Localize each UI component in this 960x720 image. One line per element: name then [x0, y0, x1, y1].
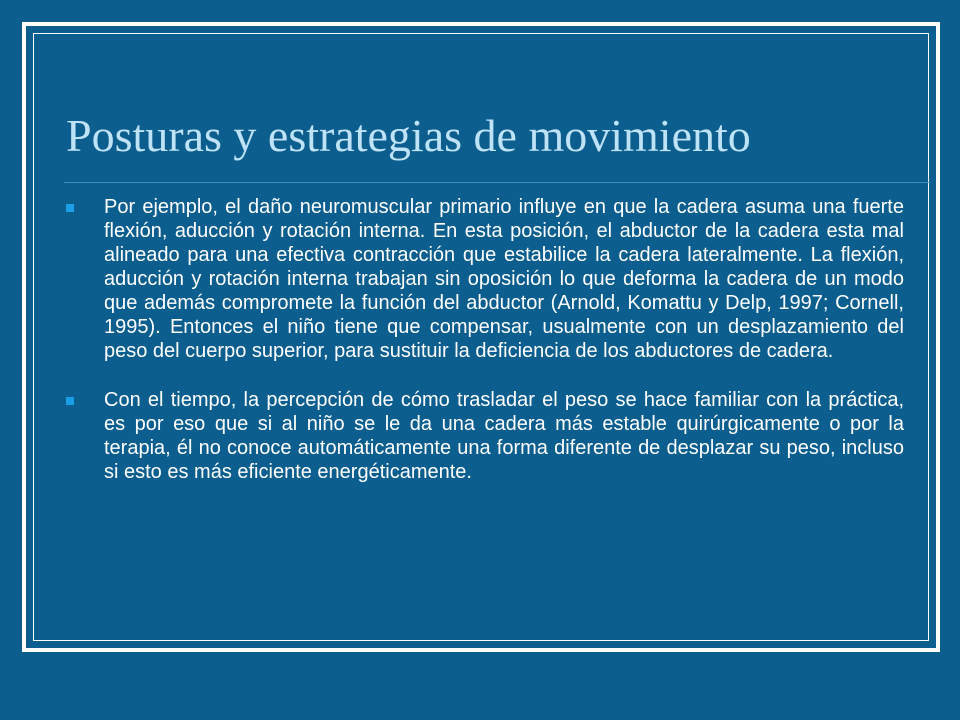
bullet-item-2: [64, 388, 904, 484]
slide-title: Posturas y estrategias de movimiento: [66, 110, 751, 161]
bullet-list: [64, 195, 904, 509]
bullet-text-1: Por ejemplo, el daño neuromuscular primario influye en que la cadera asuma una fuerte flexión, aducción y rotación interna. En esta posición, el abductor de la cadera esta mal alineado para una efectiva contracción que estabilice la cadera lateralmente. La flexión, aducción y rotación interna trabajan sin oposición lo que deforma la cadera de un modo que además compromete la función del abductor (Arnold, Komattu y Delp, 1997; Cornell, 1995). Entonces el niño tiene que compensar, usualmente con un desplazamiento del peso del cuerpo superior, para sustituir la deficiencia de los abductores de cadera.: [104, 196, 904, 362]
bullet-text-2: Con el tiempo, la percepción de cómo trasladar el peso se hace familiar con la práctica, es por eso que si al niño se le da una cadera más estable quirúrgicamente o por la terapia, él no conoce automáticamente una forma diferente de desplazar su peso, incluso si esto es más eficiente energéticamente.: [104, 389, 904, 483]
square-bullet-icon: [66, 204, 74, 212]
bullet-item-1: [64, 195, 904, 363]
title-divider: [64, 182, 930, 183]
square-bullet-icon: [66, 397, 74, 405]
